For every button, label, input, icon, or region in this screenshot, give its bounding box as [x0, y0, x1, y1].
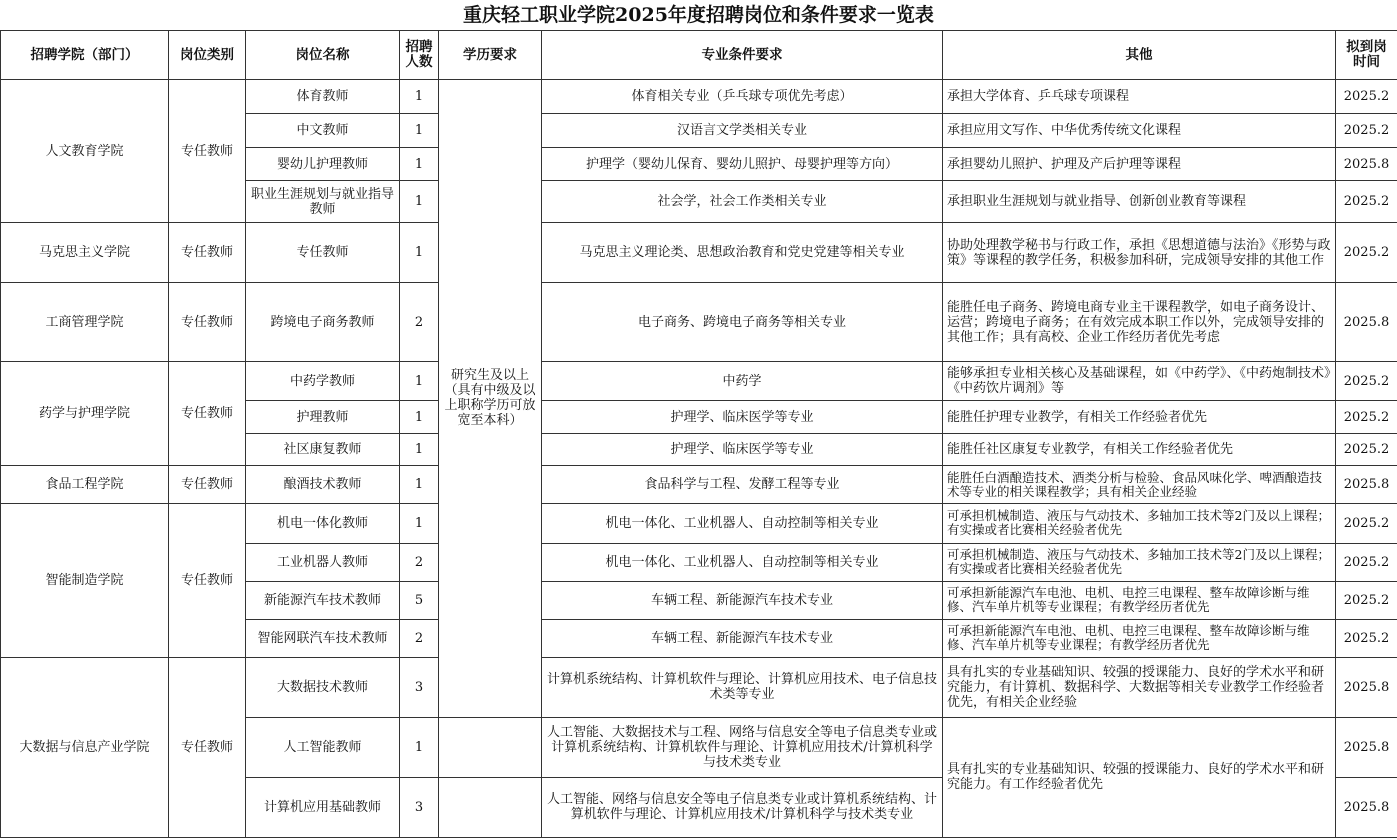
major-cell: 护理学、临床医学等专业 — [542, 434, 943, 466]
time-cell: 2025.2 — [1336, 504, 1397, 543]
time-cell: 2025.8 — [1336, 283, 1397, 362]
college-cell: 食品工程学院 — [1, 466, 169, 504]
time-cell: 2025.2 — [1336, 434, 1397, 466]
time-cell: 2025.2 — [1336, 223, 1397, 283]
time-cell: 2025.8 — [1336, 466, 1397, 504]
position-cell: 酿酒技术教师 — [246, 466, 400, 504]
time-cell: 2025.2 — [1336, 619, 1397, 657]
header-row — [1, 31, 1397, 80]
category-cell: 专任教师 — [169, 657, 246, 837]
position-cell: 新能源汽车技术教师 — [246, 581, 400, 619]
header-college: 招聘学院（部门） — [1, 31, 169, 80]
count-cell: 1 — [400, 223, 439, 283]
other-cell: 能够承担专业相关核心及基础课程，如《中药学》、《中药炮制技术》《中药饮片调剂》等 — [943, 362, 1336, 401]
count-cell: 1 — [400, 504, 439, 543]
other-cell: 具有扎实的专业基础知识、较强的授课能力、良好的学术水平和研究能力。有工作经验者优先 — [943, 717, 1336, 837]
table-row — [1, 504, 1397, 543]
time-cell: 2025.2 — [1336, 80, 1397, 114]
position-cell: 社区康复教师 — [246, 434, 400, 466]
major-cell: 马克思主义理论类、思想政治教育和党史党建等相关专业 — [542, 223, 943, 283]
other-cell: 能胜任社区康复专业教学，有相关工作经验者优先 — [943, 434, 1336, 466]
position-cell: 专任教师 — [246, 223, 400, 283]
table-row — [1, 657, 1397, 717]
position-cell: 护理教师 — [246, 401, 400, 434]
header-education: 学历要求 — [439, 31, 542, 80]
other-cell: 承担职业生涯规划与就业指导、创新创业教育等课程 — [943, 181, 1336, 223]
other-cell: 能胜任护理专业教学，有相关工作经验者优先 — [943, 401, 1336, 434]
category-cell: 专任教师 — [169, 283, 246, 362]
count-cell: 1 — [400, 434, 439, 466]
college-cell: 马克思主义学院 — [1, 223, 169, 283]
other-cell: 能胜任白酒酿造技术、酒类分析与检验、食品风味化学、啤酒酿造技术等专业的相关课程教学；具有相关企业经验 — [943, 466, 1336, 504]
other-cell: 可承担机械制造、液压与气动技术、多轴加工技术等2门及以上课程；有实操或者比赛相关经验者优先 — [943, 543, 1336, 581]
major-cell: 护理学（婴幼儿保育、婴幼儿照护、母婴护理等方向） — [542, 148, 943, 181]
position-cell: 工业机器人教师 — [246, 543, 400, 581]
count-cell: 1 — [400, 717, 439, 777]
other-cell: 可承担新能源汽车电池、电机、电控三电课程、整车故障诊断与维修、汽车单片机等专业课程；有教学经历者优先 — [943, 581, 1336, 619]
count-cell: 1 — [400, 80, 439, 114]
major-cell: 汉语言文学类相关专业 — [542, 114, 943, 148]
position-cell: 人工智能教师 — [246, 717, 400, 777]
major-cell: 车辆工程、新能源汽车技术专业 — [542, 581, 943, 619]
count-cell: 2 — [400, 619, 439, 657]
major-cell: 计算机系统结构、计算机软件与理论、计算机应用技术、电子信息技术类等专业 — [542, 657, 943, 717]
major-cell: 中药学 — [542, 362, 943, 401]
time-cell: 2025.2 — [1336, 362, 1397, 401]
position-cell: 体育教师 — [246, 80, 400, 114]
position-cell: 大数据技术教师 — [246, 657, 400, 717]
college-cell: 工商管理学院 — [1, 283, 169, 362]
table-row — [1, 362, 1397, 401]
position-cell: 智能网联汽车技术教师 — [246, 619, 400, 657]
count-cell: 1 — [400, 401, 439, 434]
count-cell: 3 — [400, 657, 439, 717]
time-cell: 2025.8 — [1336, 777, 1397, 837]
major-cell: 机电一体化、工业机器人、自动控制等相关专业 — [542, 504, 943, 543]
other-cell: 承担大学体育、乒乓球专项课程 — [943, 80, 1336, 114]
header-category: 岗位类别 — [169, 31, 246, 80]
time-cell: 2025.8 — [1336, 148, 1397, 181]
category-cell: 专任教师 — [169, 223, 246, 283]
major-cell: 人工智能、网络与信息安全等电子信息类专业或计算机系统结构、计算机软件与理论、计算机应用技术/计算机科学与技术类专业 — [542, 777, 943, 837]
other-cell: 承担应用文写作、中华优秀传统文化课程 — [943, 114, 1336, 148]
other-cell: 能胜任电子商务、跨境电商专业主干课程教学，如电子商务设计、运营；跨境电子商务；在有效完成本职工作以外，完成领导安排的其他工作；具有高校、企业工作经历者优先考虑 — [943, 283, 1336, 362]
time-cell: 2025.8 — [1336, 657, 1397, 717]
position-cell: 婴幼儿护理教师 — [246, 148, 400, 181]
major-cell: 车辆工程、新能源汽车技术专业 — [542, 619, 943, 657]
major-cell: 护理学、临床医学等专业 — [542, 401, 943, 434]
major-cell: 体育相关专业（乒乓球专项优先考虑） — [542, 80, 943, 114]
table-row — [1, 80, 1397, 114]
education-cell — [439, 717, 542, 777]
table-row — [1, 466, 1397, 504]
other-cell: 协助处理教学秘书与行政工作，承担《思想道德与法治》《形势与政策》等课程的教学任务，积极参加科研，完成领导安排的其他工作 — [943, 223, 1336, 283]
recruitment-table — [0, 30, 1397, 838]
time-cell: 2025.2 — [1336, 401, 1397, 434]
other-cell: 具有扎实的专业基础知识、较强的授课能力、良好的学术水平和研究能力，有计算机、数据科学、大数据等相关专业教学工作经验者优先，有相关企业经验 — [943, 657, 1336, 717]
time-cell: 2025.2 — [1336, 114, 1397, 148]
other-cell: 可承担新能源汽车电池、电机、电控三电课程、整车故障诊断与维修、汽车单片机等专业课程；有教学经历者优先 — [943, 619, 1336, 657]
header-position: 岗位名称 — [246, 31, 400, 80]
major-cell: 人工智能、大数据技术与工程、网络与信息安全等电子信息类专业或计算机系统结构、计算机软件与理论、计算机应用技术/计算机科学与技术类专业 — [542, 717, 943, 777]
header-other: 其他 — [943, 31, 1336, 80]
count-cell: 3 — [400, 777, 439, 837]
position-cell: 跨境电子商务教师 — [246, 283, 400, 362]
count-cell: 1 — [400, 148, 439, 181]
college-cell: 大数据与信息产业学院 — [1, 657, 169, 837]
college-cell: 药学与护理学院 — [1, 362, 169, 466]
college-cell: 人文教育学院 — [1, 80, 169, 223]
count-cell: 1 — [400, 362, 439, 401]
education-cell: 研究生及以上（具有中级及以上职称学历可放宽至本科） — [439, 80, 542, 718]
category-cell: 专任教师 — [169, 466, 246, 504]
position-cell: 中药学教师 — [246, 362, 400, 401]
major-cell: 社会学，社会工作类相关专业 — [542, 181, 943, 223]
other-cell: 可承担机械制造、液压与气动技术、多轴加工技术等2门及以上课程；有实操或者比赛相关经验者优先 — [943, 504, 1336, 543]
table-row — [1, 223, 1397, 283]
time-cell: 2025.2 — [1336, 181, 1397, 223]
header-time: 拟到岗时间 — [1336, 31, 1397, 80]
time-cell: 2025.2 — [1336, 543, 1397, 581]
header-major: 专业条件要求 — [542, 31, 943, 80]
major-cell: 机电一体化、工业机器人、自动控制等相关专业 — [542, 543, 943, 581]
count-cell: 2 — [400, 543, 439, 581]
count-cell: 1 — [400, 466, 439, 504]
education-cell — [439, 777, 542, 837]
count-cell: 2 — [400, 283, 439, 362]
position-cell: 计算机应用基础教师 — [246, 777, 400, 837]
header-count: 招聘人数 — [400, 31, 439, 80]
category-cell: 专任教师 — [169, 80, 246, 223]
table-row — [1, 283, 1397, 362]
position-cell: 中文教师 — [246, 114, 400, 148]
time-cell: 2025.2 — [1336, 581, 1397, 619]
major-cell: 食品科学与工程、发酵工程等专业 — [542, 466, 943, 504]
major-cell: 电子商务、跨境电子商务等相关专业 — [542, 283, 943, 362]
time-cell: 2025.8 — [1336, 717, 1397, 777]
category-cell: 专任教师 — [169, 504, 246, 657]
other-cell: 承担婴幼儿照护、护理及产后护理等课程 — [943, 148, 1336, 181]
count-cell: 1 — [400, 114, 439, 148]
count-cell: 5 — [400, 581, 439, 619]
count-cell: 1 — [400, 181, 439, 223]
position-cell: 职业生涯规划与就业指导教师 — [246, 181, 400, 223]
page-title: 重庆轻工职业学院2025年度招聘岗位和条件要求一览表 — [463, 4, 934, 26]
position-cell: 机电一体化教师 — [246, 504, 400, 543]
college-cell: 智能制造学院 — [1, 504, 169, 657]
category-cell: 专任教师 — [169, 362, 246, 466]
